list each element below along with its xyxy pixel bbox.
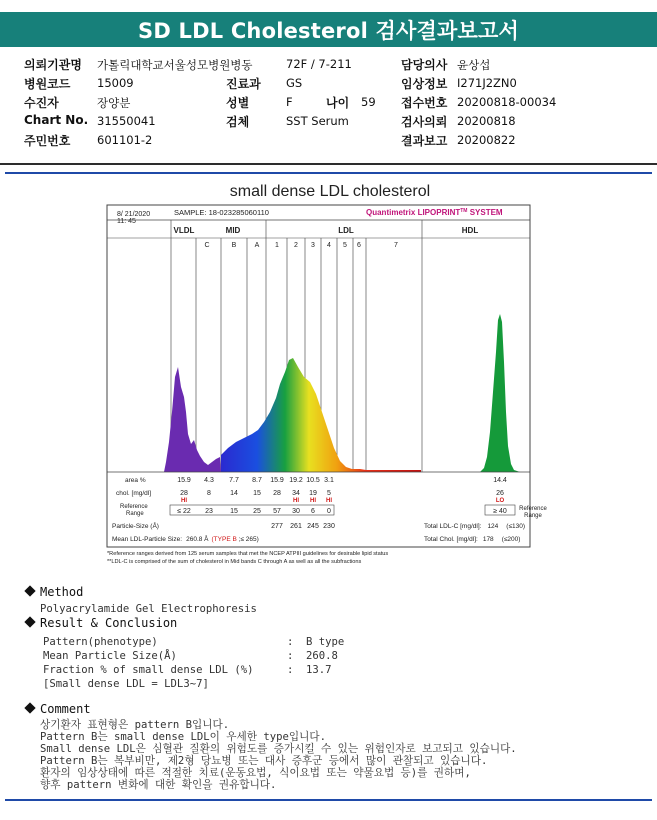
particle-label: Particle-Size (Å): [112, 523, 159, 530]
hdl-peak: [480, 314, 520, 472]
flag-ldl-4: HI: [326, 498, 332, 504]
ref-ldl-3: 6: [311, 508, 315, 515]
value-doctor: 윤상섭: [457, 58, 491, 72]
comment-heading-text: Comment: [40, 702, 91, 716]
band-ldl-4: 4: [327, 242, 331, 249]
area-ldl-4: 3.1: [324, 477, 334, 484]
value-patient: 장양분: [97, 96, 131, 110]
value-department: GS: [286, 76, 303, 90]
diamond-bullet-icon: [24, 702, 35, 713]
chol-vldl: 28: [180, 490, 188, 497]
chol-mid-a: 15: [253, 490, 261, 497]
result-value-size: 260.8: [306, 650, 338, 662]
graph-border: [107, 205, 530, 547]
comment-line: Small dense LDL은 심혈관 질환의 위험도를 증가시킬 수 있는 위험인자로 보고되고 있습니다.: [40, 743, 517, 755]
divider: [0, 163, 657, 165]
method-heading-text: Method: [40, 585, 84, 599]
area-ldl-1: 15.9: [270, 477, 284, 484]
value-receipt-no: 20200818-00034: [457, 95, 557, 109]
label-age: 나이: [326, 96, 350, 110]
figure-time: 11: 45: [117, 218, 136, 225]
result-value-fraction: 13.7: [306, 664, 332, 676]
band-ldl-7: 7: [394, 242, 398, 249]
particle-ldl-3: 245: [307, 523, 319, 530]
band-ldl-3: 3: [311, 242, 315, 249]
value-sex: F: [286, 95, 293, 109]
result-heading-text: Result & Conclusion: [40, 616, 178, 630]
band-hdl: HDL: [461, 226, 479, 235]
chol-ldl-3: 19: [309, 490, 317, 497]
value-chart-no: 31550041: [97, 114, 156, 128]
chol-ldl-1: 28: [273, 490, 281, 497]
label-specimen: 검체: [226, 115, 250, 129]
mean-particle: Mean LDL-Particle Size: 260.8 Å (TYPE B ;≤ 265): [112, 536, 259, 543]
chol-ldl-4: 5: [327, 490, 331, 497]
comment-line: Pattern B는 small dense LDL이 우세한 type입니다.: [40, 731, 326, 743]
value-ward: 72F / 7-211: [286, 57, 352, 71]
band-mid-b: B: [231, 242, 237, 249]
band-mid: MID: [225, 226, 241, 235]
area-ldl-2: 19.2: [289, 477, 303, 484]
value-specimen: SST Serum: [286, 114, 349, 128]
ref-ldl-2: 30: [292, 508, 300, 515]
ref-vldl: ≤ 22: [177, 508, 191, 515]
label-doctor: 담당의사: [401, 58, 448, 72]
value-hospital-code: 15009: [97, 76, 134, 90]
report-title: SD LDL Cholesterol 검사결과보고서: [0, 12, 657, 47]
particle-ldl-1: 277: [271, 523, 283, 530]
label-receipt-no: 접수번호: [401, 96, 448, 110]
result-heading: [26, 616, 177, 630]
ref-mid-a: 25: [253, 508, 261, 515]
label-resident-no: 주민번호: [24, 134, 71, 148]
ref-mid-b: 15: [230, 508, 238, 515]
band-ldl: LDL: [338, 226, 354, 235]
result-colon: :: [287, 664, 294, 676]
comment-heading: [26, 702, 91, 716]
ref-ldl-4: 0: [327, 508, 331, 515]
area-mid-b: 7.7: [229, 477, 239, 484]
chol-mid-c: 8: [207, 490, 211, 497]
ref-ldl-1: 57: [273, 508, 281, 515]
result-value-pattern: B type: [306, 636, 345, 648]
ref-label: Reference: [120, 504, 148, 510]
chol-label: chol. [mg/dl]: [116, 490, 152, 497]
band-ldl-5: 5: [343, 242, 347, 249]
total-ldl: Total LDL-C [mg/dl]: 124 (≤130): [424, 523, 526, 530]
label-hospital-code: 병원코드: [24, 77, 71, 91]
ref-hdl: ≥ 40: [493, 508, 507, 515]
band-mid-a: A: [254, 242, 260, 249]
ref-row-box: [170, 505, 334, 515]
vldl-peak: [164, 367, 221, 472]
label-clinical-info: 임상정보: [401, 77, 448, 91]
band-mid-c: C: [204, 242, 210, 249]
brand-label: Quantimetrix LIPOPRINT™ SYSTEM: [366, 208, 503, 217]
chol-hdl: 26: [496, 490, 504, 497]
value-age: 59: [361, 95, 376, 109]
area-mid-a: 8.7: [252, 477, 262, 484]
result-label-pattern: Pattern(phenotype): [43, 636, 158, 648]
band-ldl-6: 6: [357, 242, 361, 249]
flag-hdl: LO: [495, 498, 505, 504]
label-department: 진료과: [226, 77, 261, 91]
particle-ldl-2: 261: [290, 523, 302, 530]
area-hdl: 14.4: [493, 477, 507, 484]
comment-line: 향후 pattern 변화에 대한 확인을 권유합니다.: [40, 779, 277, 791]
result-label-size: Mean Particle Size(Å): [43, 650, 177, 662]
chol-mid-b: 14: [230, 490, 238, 497]
electropherogram-figure: [0, 172, 657, 572]
result-label-fraction: Fraction % of small dense LDL (%): [43, 664, 254, 676]
comment-line: Pattern B는 복부비만, 제2형 당뇨병 또는 대사 증후군 등에서 많이 관찰되고 있습니다.: [40, 755, 488, 767]
diamond-bullet-icon: [24, 585, 35, 596]
label-institution: 의뢰기관명: [24, 58, 82, 72]
ref-right-label-2: Range: [524, 513, 542, 519]
ref-mid-c: 23: [205, 508, 213, 515]
total-chol: Total Chol. [mg/dl]: 178 (≤200): [424, 536, 521, 543]
area-label: area %: [125, 477, 146, 484]
label-sex: 성별: [226, 96, 250, 110]
area-mid-c: 4.3: [204, 477, 214, 484]
value-clinical-info: I271J2ZN0: [457, 76, 517, 90]
label-request-date: 검사의뢰: [401, 115, 448, 129]
value-request-date: 20200818: [457, 114, 516, 128]
band-ldl-2: 2: [294, 242, 298, 249]
flag-ldl-3: HI: [310, 498, 316, 504]
flag-vldl: HI: [181, 498, 187, 504]
label-report-date: 결과보고: [401, 134, 448, 148]
ref-label-2: Range: [126, 511, 144, 517]
band-vldl: VLDL: [173, 226, 195, 235]
flag-ldl-2: HI: [293, 498, 299, 504]
result-colon: :: [287, 636, 294, 648]
label-patient: 수진자: [24, 96, 59, 110]
diamond-bullet-icon: [24, 616, 35, 627]
result-colon: :: [287, 650, 294, 662]
label-chart-no: Chart No.: [24, 113, 89, 127]
particle-ldl-4: 230: [323, 523, 335, 530]
result-note: [Small dense LDL = LDL3~7]: [43, 678, 209, 690]
band-ldl-1: 1: [275, 242, 279, 249]
sample-id: SAMPLE: 18-023285060110: [174, 208, 269, 217]
area-vldl: 15.9: [177, 477, 191, 484]
value-resident-no: 601101-2: [97, 133, 153, 147]
footnote-1: *Reference ranges derived from 125 serum samples that met the NCEP ATPIII guidelines for desirable lipid status: [107, 551, 389, 557]
value-report-date: 20200822: [457, 133, 516, 147]
value-institution: 가톨릭대학교서울성모병원병동: [97, 58, 253, 72]
comment-line: 환자의 임상상태에 따른 적절한 치료(운동요법, 식이요법 또는 약물요법 등)를 권하며,: [40, 767, 471, 779]
method-heading: [26, 585, 83, 599]
area-ldl-3: 10.5: [306, 477, 320, 484]
footnote-2: **LDL-C is comprised of the sum of cholesterol in Mid bands C through A as well as all the subfractions: [107, 559, 362, 565]
chol-ldl-2: 34: [292, 490, 300, 497]
figure-date: 8/ 21/2020: [117, 211, 151, 218]
figure-heading: small dense LDL cholesterol: [229, 183, 431, 200]
comment-line: 상기환자 표현형은 pattern B입니다.: [40, 719, 230, 731]
ref-right-label: Reference: [519, 506, 547, 512]
method-text: Polyacrylamide Gel Electrophoresis: [40, 603, 257, 615]
